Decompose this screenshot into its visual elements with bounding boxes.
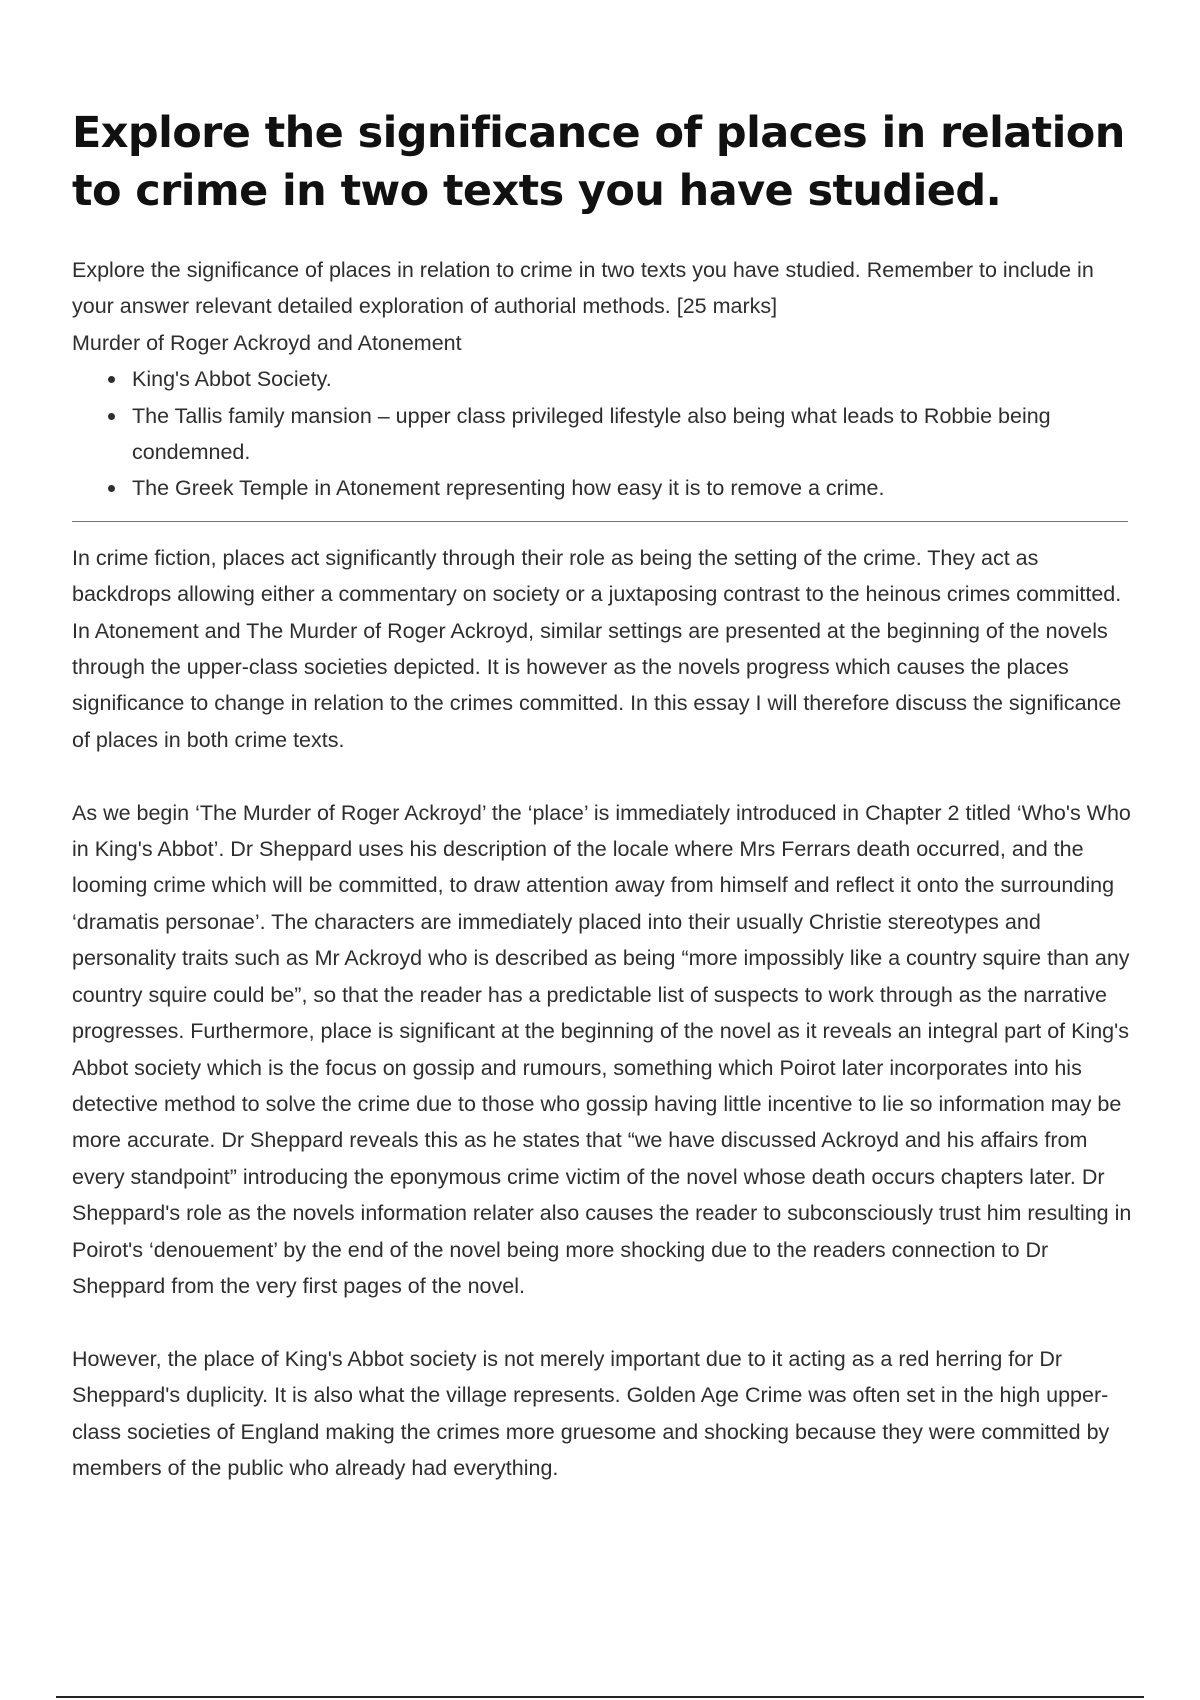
page-bottom-rule bbox=[56, 1696, 1144, 1698]
list-item-text: The Tallis family mansion – upper class privileged lifestyle also being what leads to Robbie being condemned. bbox=[132, 403, 1051, 465]
question-block bbox=[72, 252, 1132, 507]
section-divider bbox=[72, 521, 1128, 522]
list-item-text: King's Abbot Society. bbox=[132, 367, 332, 392]
essay-paragraph: As we begin ‘The Murder of Roger Ackroyd’ the ‘place’ is immediately introduced in Chapter 2 titled ‘Who's Who in King's Abbot’. Dr Sheppard uses his description of the locale where Mrs Ferrars death occurred, and the looming crime which will be committed, to draw attention away from himself and reflect it onto the surrounding ‘dramatis personae’. The characters are immediately placed into their usually Christie stereotypes and personality traits such as Mr Ackroyd who is described as being “more impossibly like a country squire than any country squire could be”, so that the reader has a predictable list of suspects to work through as the narrative progresses. Furthermore, place is significant at the beginning of the novel as it reveals an integral part of King's Abbot society which is the focus on gossip and rumours, something which Poirot later incorporates into his detective method to solve the crime due to those who gossip having little incentive to lie so information may be more accurate. Dr Sheppard reveals this as he states that “we have discussed Ackroyd and his affairs from every standpoint” introducing the eponymous crime victim of the novel whose death occurs chapters later. Dr Sheppard's role as the novels information relater also causes the reader to subconsciously trust him resulting in Poirot's ‘denouement’ by the end of the novel being more shocking due to the readers connection to Dr Sheppard from the very first pages of the novel. bbox=[72, 800, 1132, 1298]
essay-paragraph: In crime fiction, places act significantly through their role as being the setting of the crime. They act as backdrops allowing either a commentary on society or a juxtaposing contrast to the heinous crimes committed. In Atonement and The Murder of Roger Ackroyd, similar settings are presented at the beginning of the novels through the upper-class societies depicted. It is however as the novels progress which causes the places significance to change in relation to the crimes committed. In this essay I will therefore discuss the significance of places in both crime texts. bbox=[72, 545, 1122, 752]
list-item bbox=[132, 470, 1132, 506]
essay-body bbox=[72, 540, 1132, 1487]
key-points-list bbox=[72, 361, 1132, 507]
list-item bbox=[132, 361, 1132, 397]
list-item bbox=[132, 398, 1132, 471]
list-item-text: The Greek Temple in Atonement representing how easy it is to remove a crime. bbox=[132, 476, 885, 501]
bullet-icon bbox=[108, 485, 115, 492]
studied-texts: Murder of Roger Ackroyd and Atonement bbox=[72, 330, 462, 355]
essay-paragraph: However, the place of King's Abbot society is not merely important due to it acting as a red herring for Dr Sheppard's duplicity. It is also what the village represents. Golden Age Crime was often set in the high upper-class societies of England making the crimes more gruesome and shocking because they were committed by members of the public who already had everything. bbox=[72, 1346, 1110, 1480]
document-page bbox=[72, 104, 1132, 1523]
question-prompt: Explore the significance of places in relation to crime in two texts you have studied. Remember to include in your answer relevant detailed exploration of authorial methods. [25 marks] bbox=[72, 258, 1094, 319]
bullet-icon bbox=[108, 413, 115, 420]
bullet-icon bbox=[108, 376, 115, 383]
document-title: Explore the significance of places in relation to crime in two texts you have studied. bbox=[72, 108, 1125, 216]
